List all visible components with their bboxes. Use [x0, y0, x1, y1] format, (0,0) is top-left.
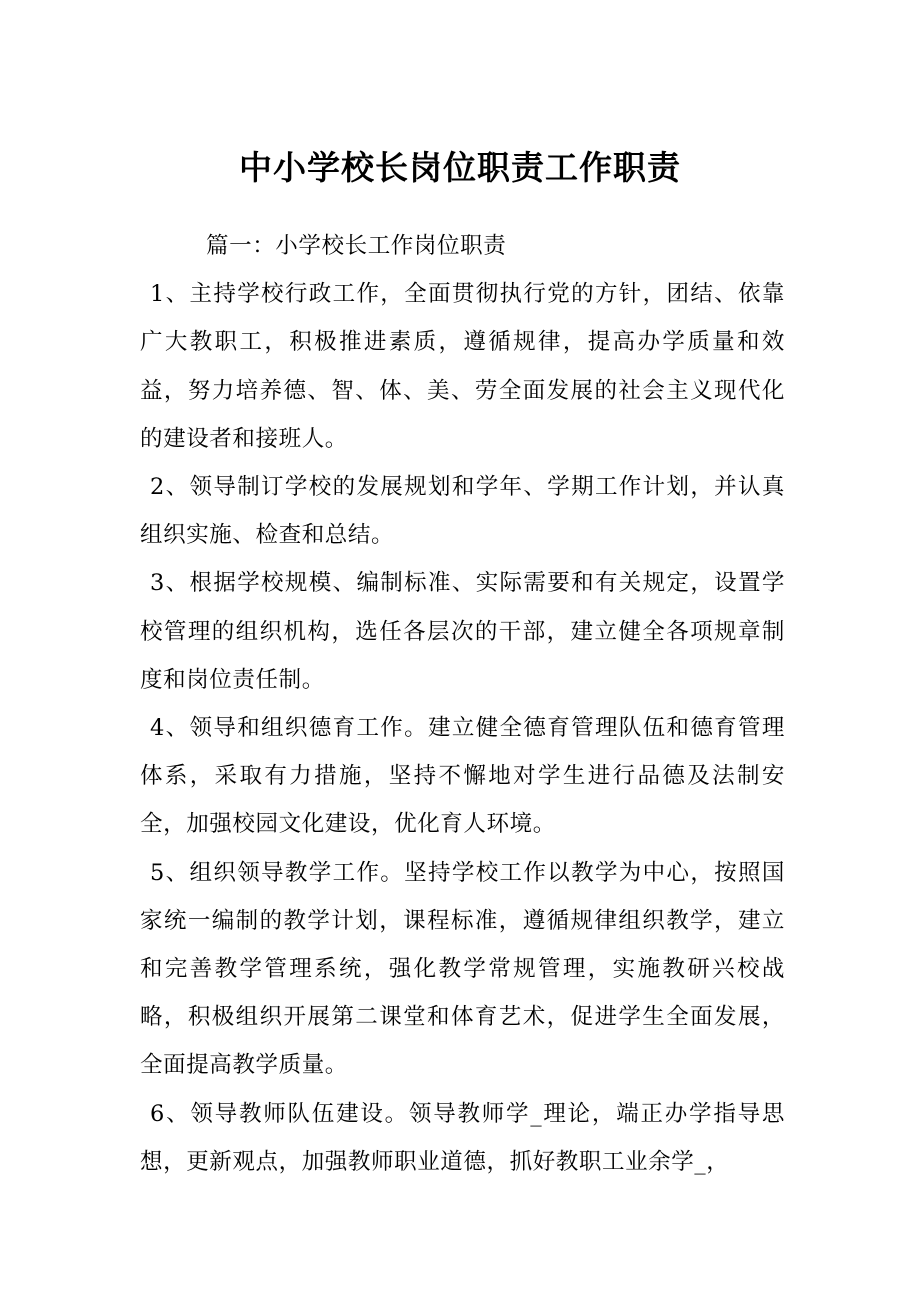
paragraph-6: 6、领导教师队伍建设。领导教师学_理论，端正办学指导思想，更新观点，加强教师职业道德，抓好教职工业余学_， — [140, 1100, 785, 1175]
paragraph-2: 2、领导制订学校的发展规划和学年、学期工作计划，并认真组织实施、检查和总结。 — [140, 474, 785, 549]
paragraph-1: 1、主持学校行政工作，全面贯彻执行党的方针，团结、依靠广大教职工，积极推进素质，遵循规律，提高办学质量和效益，努力培养德、智、体、美、劳全面发展的社会主义现代化的建设者和接班人。 — [140, 281, 785, 452]
section-heading: 篇一：小学校长工作岗位职责 — [206, 233, 507, 259]
document-body — [140, 222, 785, 1186]
paragraph-5: 5、组织领导教学工作。坚持学校工作以教学为中心，按照国家统一编制的教学计划，课程标准，遵循规律组织教学，建立和完善教学管理系统，强化教学常规管理，实施教研兴校战略，积极组织开展第二课堂和体育艺术，促进学生全面发展，全面提高教学质量。 — [140, 859, 785, 1079]
paragraph-3: 3、根据学校规模、编制标准、实际需要和有关规定，设置学校管理的组织机构，选任各层次的干部，建立健全各项规章制度和岗位责任制。 — [140, 570, 785, 693]
document-title: 中小学校长岗位职责工作职责 — [239, 148, 681, 187]
paragraph-4: 4、领导和组织德育工作。建立健全德育管理队伍和德育管理体系，采取有力措施，坚持不懈地对学生进行品德及法制安全，加强校园文化建设，优化育人环境。 — [140, 715, 785, 838]
